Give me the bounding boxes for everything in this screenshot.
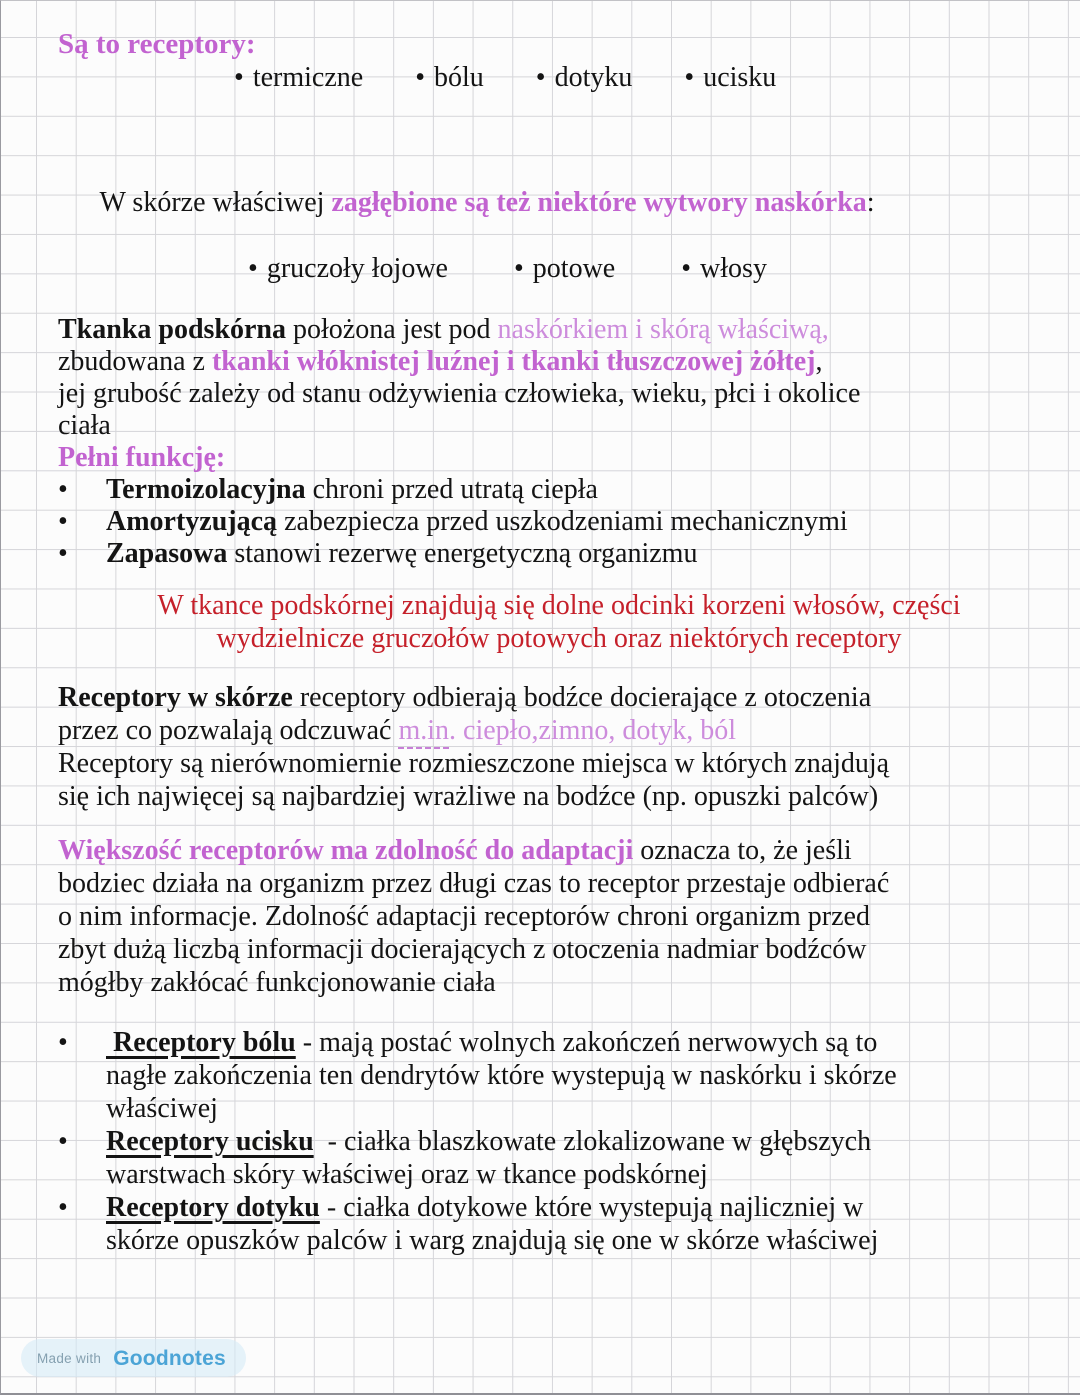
paragraph-adaptacja bbox=[58, 834, 1060, 999]
text-line: W tkance podskórnej znajdują się dolne odcinki korzeni włosów, części bbox=[157, 590, 961, 621]
bullet-icon: • bbox=[248, 253, 258, 284]
list-item bbox=[248, 252, 448, 285]
funkcja-bullet-item bbox=[58, 538, 1060, 570]
list-item bbox=[684, 61, 776, 94]
underlined-lead: Receptory bólu bbox=[106, 1027, 296, 1058]
text-line bbox=[106, 1026, 897, 1059]
list-item bbox=[415, 61, 484, 94]
text-line: wydzielnicze gruczołów potowych oraz niektórych receptory bbox=[216, 623, 902, 654]
text-line bbox=[58, 346, 1060, 378]
text-line bbox=[58, 681, 1060, 714]
receptor-type-dotyku: dotyku bbox=[554, 62, 633, 93]
wytwor-gruczoly-lojowe: gruczoły łojowe bbox=[266, 253, 448, 284]
purple-light-run: naskórkiem i skórą właściwą, bbox=[497, 314, 829, 345]
bold-lead: Receptory w skórze bbox=[58, 682, 293, 713]
bullet-icon: • bbox=[415, 62, 425, 93]
receptor-ucisku-item bbox=[58, 1125, 1060, 1191]
text-line bbox=[58, 834, 1060, 867]
receptor-type-ucisku: ucisku bbox=[703, 62, 777, 93]
text-run: oznacza to, że jeśli bbox=[633, 835, 852, 866]
goodnotes-watermark bbox=[21, 1339, 246, 1377]
text-line: Receptory są nierównomiernie rozmieszczone miejsca w których znajdują bbox=[58, 748, 890, 779]
text-line: skórze opuszków palców i warg znajdują się one w skórze właściwej bbox=[106, 1225, 879, 1256]
bold-lead: Tkanka podskórna bbox=[58, 314, 287, 345]
bullet-icon: • bbox=[234, 62, 244, 93]
bullet-icon: • bbox=[58, 1027, 68, 1058]
text-line: bodziec działa na organizm przez długi czas to receptor przestaje odbierać bbox=[58, 868, 890, 899]
text-line bbox=[106, 1125, 871, 1158]
item-text bbox=[106, 1125, 871, 1191]
notes-content bbox=[1, 1, 1080, 1257]
text-run: zabezpiecza przed uszkodzeniami mechanicznymi bbox=[277, 506, 848, 537]
bold-lead: Amortyzującą bbox=[106, 506, 278, 537]
receptor-type-termiczne: termiczne bbox=[252, 62, 364, 93]
text-run: zbudowana z bbox=[58, 346, 212, 377]
made-with-label: Made with bbox=[37, 1350, 102, 1366]
purple-highlight: zagłębione są też niektóre wytwory naskórka bbox=[331, 187, 867, 218]
bold-lead: Termoizolacyjna bbox=[106, 474, 306, 505]
text-line: jej grubość zależy od stanu odżywienia człowieka, wieku, płci i okolice bbox=[58, 378, 861, 409]
purple-highlight: Większość receptorów ma zdolność do adaptacji bbox=[58, 835, 634, 866]
text-line bbox=[58, 714, 1060, 747]
text-run: W skórze właściwej bbox=[99, 187, 332, 218]
receptor-dotyku-item bbox=[58, 1191, 1060, 1257]
list-item bbox=[681, 252, 767, 285]
text-line bbox=[58, 314, 1060, 346]
red-note bbox=[58, 589, 1060, 655]
bullet-icon: • bbox=[58, 506, 68, 537]
wytwor-wlosy: włosy bbox=[700, 253, 767, 284]
text-line: się ich najwięcej są najbardziej wrażliwe na bodźce (np. opuszki palców) bbox=[58, 781, 879, 812]
text-line bbox=[106, 506, 848, 538]
text-line bbox=[106, 474, 598, 506]
bullet-icon: • bbox=[58, 1192, 68, 1223]
heading-pelni-funkcje: Pełni funkcję: bbox=[58, 442, 226, 473]
receptor-bolu-item bbox=[58, 1026, 1060, 1125]
list-item bbox=[536, 61, 633, 94]
bullet-icon: • bbox=[58, 538, 68, 569]
text-run: chroni przed utratą ciepła bbox=[305, 474, 598, 505]
purple-highlight: tkanki włóknistej luźnej i tkanki tłuszczowej żółtej bbox=[211, 346, 816, 377]
underlined-lead: Receptory ucisku bbox=[106, 1126, 314, 1157]
receptor-types-row bbox=[234, 61, 1060, 94]
text-line: nagłe zakończenia ten dendrytów które wystepują w naskórku i skórze bbox=[106, 1060, 897, 1091]
purple-light-run: . ciepło,zimno, dotyk, ból bbox=[449, 715, 736, 746]
bullet-icon: • bbox=[535, 62, 546, 93]
bullet-icon: • bbox=[58, 1126, 68, 1157]
list-item bbox=[234, 61, 363, 94]
text-line bbox=[106, 538, 697, 570]
text-run: receptory odbierają bodźce docierające z otoczenia bbox=[292, 682, 872, 713]
receptor-definitions-list bbox=[58, 1026, 1060, 1257]
text-run: - ciałka blaszkowate zlokalizowane w głębszych bbox=[313, 1126, 872, 1157]
bullet-icon: • bbox=[684, 62, 695, 93]
text-line: mógłby zakłócać funkcjonowanie ciała bbox=[58, 967, 496, 998]
text-line: warstwach skóry właściwej oraz w tkance podskórnej bbox=[106, 1159, 708, 1190]
list-item bbox=[514, 252, 615, 285]
paragraph-tkanka-podskorna bbox=[58, 314, 1060, 570]
bullet-icon: • bbox=[58, 474, 68, 505]
text-line: ciała bbox=[58, 410, 111, 441]
text-line: właściwej bbox=[106, 1093, 218, 1124]
funkcja-bullet-item bbox=[58, 506, 1060, 538]
bullet-icon: • bbox=[681, 253, 692, 284]
spellcheck-underline-run: m.in bbox=[398, 715, 449, 749]
wytwor-potowe: potowe bbox=[532, 253, 616, 284]
wytwory-items-row bbox=[248, 252, 1060, 285]
bold-lead: Zapasowa bbox=[106, 538, 228, 569]
text-line: o nim informacje. Zdolność adaptacji receptorów chroni organizm przed bbox=[58, 901, 870, 932]
underlined-lead: Receptory dotyku bbox=[106, 1192, 320, 1223]
goodnotes-logo: Goodnotes bbox=[113, 1346, 226, 1370]
item-text bbox=[106, 1026, 897, 1125]
text-line: zbyt dużą liczbą informacji docierających z otoczenia nadmiar bodźców bbox=[58, 934, 867, 965]
text-run: - ciałka dotykowe które wystepują najliczniej w bbox=[319, 1192, 864, 1223]
receptor-type-bolu: bólu bbox=[434, 62, 484, 93]
heading-sa-to-receptory: Są to receptory: bbox=[58, 28, 256, 60]
text-run: stanowi rezerwę energetyczną organizmu bbox=[227, 538, 698, 569]
heading-wytwory-naskorka bbox=[58, 153, 1060, 252]
bullet-icon: • bbox=[513, 253, 524, 284]
text-run: położona jest pod bbox=[286, 314, 498, 345]
text-run: : bbox=[866, 187, 875, 218]
text-run: - mają postać wolnych zakończeń nerwowych są to bbox=[295, 1027, 878, 1058]
funkcja-bullet-item bbox=[58, 474, 1060, 506]
text-run: , bbox=[815, 346, 823, 377]
paragraph-receptory-w-skorze bbox=[58, 681, 1060, 813]
text-line bbox=[106, 1191, 878, 1224]
item-text bbox=[106, 1191, 878, 1257]
text-run: przez co pozwalają odczuwać bbox=[58, 715, 399, 746]
